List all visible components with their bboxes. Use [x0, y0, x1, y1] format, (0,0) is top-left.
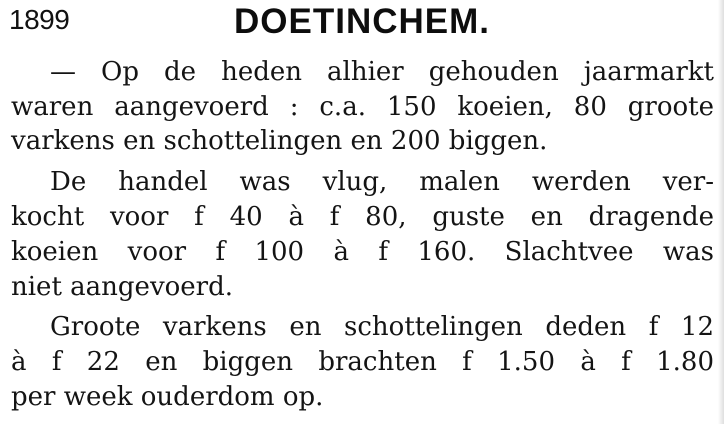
text-line: — Op de heden alhier gehouden jaarmarkt — [50, 57, 714, 87]
text-line: kocht voor f 40 à f 80, guste en dragende — [11, 202, 714, 232]
year-label: 1899 — [9, 4, 70, 35]
text-line: niet aangevoerd. — [11, 272, 234, 302]
text-line: per week ouderdom op. — [11, 382, 324, 412]
text-line: à f 22 en biggen brachten f 1.50 à f 1.80 — [11, 347, 714, 377]
text-line: Groote varkens en schottelingen deden f 12 — [50, 312, 714, 342]
text-line: waren aangevoerd : c.a. 150 koeien, 80 groote — [11, 92, 714, 122]
scan-edge — [718, 0, 724, 424]
text-line: De handel was vlug, malen werden ver- — [50, 167, 714, 197]
text-line: koeien voor f 100 à f 160. Slachtvee was — [11, 237, 714, 267]
text-line: varkens en schottelingen en 200 biggen. — [11, 126, 548, 156]
headline: DOETINCHEM. — [234, 2, 490, 41]
